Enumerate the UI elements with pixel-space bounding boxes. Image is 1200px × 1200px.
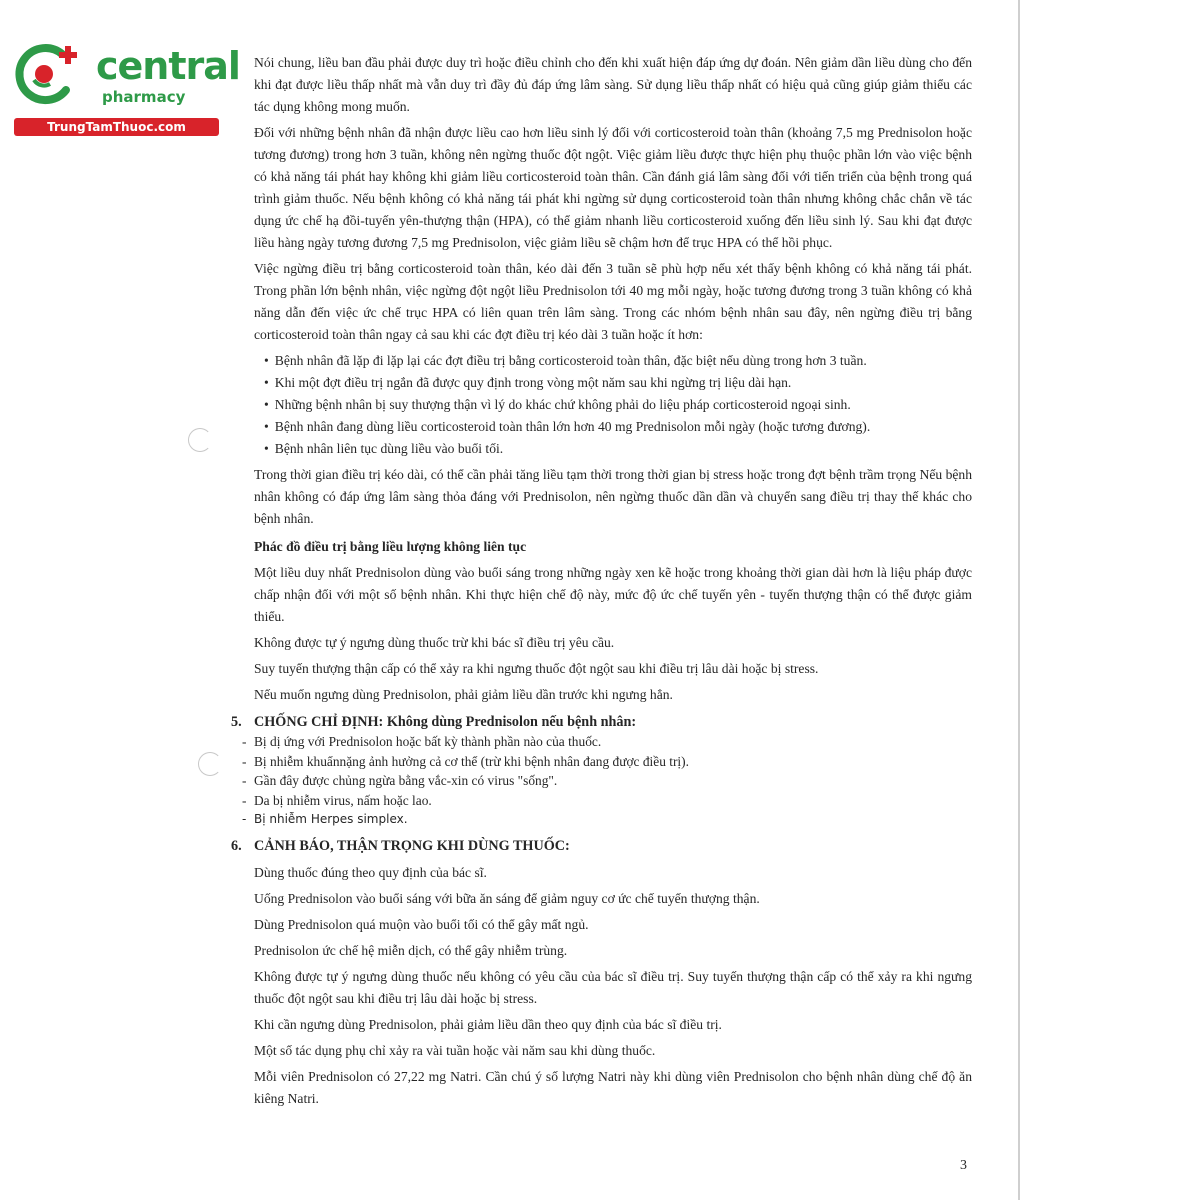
section-number: 6. <box>231 837 242 854</box>
paragraph: Trong thời gian điều trị kéo dài, có thể cần phải tăng liều tạm thời trong thời gian bị stress hoặc trong đợt bệnh trầm trọng Nếu bệnh nhân không có đáp ứng lâm sàng thỏa đáng với Prednisolon, nên ngừng thuốc dần dần và chuyển sang điều trị thay thế khác cho bệnh nhân. <box>254 467 972 526</box>
paragraph: Không được tự ý ngưng dùng thuốc nếu không có yêu cầu của bác sĩ điều trị. Suy tuyến thượng thận cấp có thể xảy ra khi ngưng thuốc đột ngột sau khi điều trị lâu dài hoặc bị stress. <box>254 968 972 1006</box>
logo-mark-icon <box>10 40 90 110</box>
paragraph: Việc ngừng điều trị bằng corticosteroid toàn thân, kéo dài đến 3 tuần sẽ phù hợp nếu xét thấy bệnh không có khả năng tái phát. Trong phần lớn bệnh nhân, việc ngừng đột ngột liều Prednisolon tới 40 mg mỗi ngày, hoặc tương đương trong 3 tuần không có khả năng dẫn đến việc ức chế trục HPA có liên quan trên lâm sàng. Trong các nhóm bệnh nhân sau đây, nên ngừng điều trị bằng corticosteroid toàn thân ngay cả sau khi các đợt điều trị kéo dài 3 tuần hoặc ít hơn: <box>254 261 972 342</box>
list-item: • Những bệnh nhân bị suy thượng thận vì lý do khác chứ không phải do liệu pháp corticosteroid ngoại sinh. <box>264 394 972 416</box>
paragraph: Một liều duy nhất Prednisolon dùng vào buổi sáng trong những ngày xen kẽ hoặc trong khoảng thời gian dài hơn là liệu pháp được chấp nhận đối với một số bệnh nhân. Khi thực hiện chế độ này, mức độ ức chế tuyến yên - tuyến thượng thận có thể được giảm thiểu. <box>254 565 972 624</box>
paragraph: Dùng thuốc đúng theo quy định của bác sĩ. <box>254 864 487 880</box>
list-item: - Bị nhiễm khuẩnnặng ảnh hưởng cả cơ thể (trừ khi bệnh nhân đang được điều trị). <box>254 752 972 772</box>
section-heading-contraindications <box>231 712 972 732</box>
section-heading-warnings <box>231 836 972 856</box>
page-edge <box>1018 0 1020 1200</box>
paragraph: Đối với những bệnh nhân đã nhận được liều cao hơn liều sinh lý đối với corticosteroid toàn thân (khoảng 7,5 mg Prednisolon hoặc tương đương) trong hơn 3 tuần, không nên ngừng thuốc đột ngột. Việc giảm liều được thực hiện phụ thuộc phần lớn vào việc bệnh có khả năng tái phát hay không khi giảm liều corticosteroid toàn thân. Cần đánh giá lâm sàng đối với tiến triển của bệnh trong quá trình giảm thuốc. Nếu bệnh không có khả năng tái phát khi ngừng sử dụng corticosteroid toàn thân nhưng không chắc chắn về tác dụng ức chế hạ đồi-tuyến yên-thượng thận (HPA), có thể giảm nhanh liều corticosteroid xuống đến liều sinh lý. Sau khi đạt được liều hàng ngày tương đương 7,5 mg Prednisolon, việc giảm liều sẽ chậm hơn để trục HPA có thể hồi phục. <box>254 125 972 250</box>
list-item: • Khi một đợt điều trị ngắn đã được quy định trong vòng một năm sau khi ngừng trị liệu dài hạn. <box>264 372 972 394</box>
paragraph: Nếu muốn ngưng dùng Prednisolon, phải giảm liều dần trước khi ngưng hẳn. <box>254 687 673 702</box>
paragraph: Một số tác dụng phụ chỉ xảy ra vài tuần hoặc vài năm sau khi dùng thuốc. <box>254 1042 656 1058</box>
paragraph: Mỗi viên Prednisolon có 27,22 mg Natri. Cần chú ý số lượng Natri này khi dùng viên Prednisolon cho bệnh nhân dùng chế độ ăn kiêng Natri. <box>254 1068 972 1106</box>
section-title: CHỐNG CHỈ ĐỊNH: Không dùng Prednisolon nếu bệnh nhân: <box>254 714 637 730</box>
paragraph: Nói chung, liều ban đầu phải được duy trì hoặc điều chỉnh cho đến khi xuất hiện đáp ứng dự đoán. Nên giảm dần liều dùng cho đến khi đạt được liều thấp nhất mà vẫn duy trì đầy đủ đáp ứng lâm sàng. Sử dụng liều thấp nhất có hiệu quả cũng giúp giảm thiểu các tác dụng không mong muốn. <box>254 55 972 114</box>
paragraph: Prednisolon ức chế hệ miễn dịch, có thể gây nhiễm trùng. <box>254 942 568 958</box>
list-item: • Bệnh nhân đã lặp đi lặp lại các đợt điều trị bằng corticosteroid toàn thân, đặc biệt nếu dùng trong hơn 3 tuần. <box>264 350 972 372</box>
paragraph: Không được tự ý ngưng dùng thuốc trừ khi bác sĩ điều trị yêu cầu. <box>254 635 615 650</box>
paragraph: Dùng Prednisolon quá muộn vào buổi tối có thể gây mất ngủ. <box>254 916 589 932</box>
list-item: - Bị nhiễm Herpes simplex. <box>254 810 972 830</box>
pharmacy-logo[interactable] <box>10 38 240 138</box>
section-title: CẢNH BÁO, THẬN TRỌNG KHI DÙNG THUỐC: <box>254 837 570 854</box>
scan-artifact-icon <box>188 428 212 452</box>
paragraph: Uống Prednisolon vào buổi sáng với bữa ăn sáng để giảm nguy cơ ức chế tuyến thượng thận. <box>254 890 760 906</box>
list-item: - Bị dị ứng với Prednisolon hoặc bất kỳ thành phần nào của thuốc. <box>254 732 972 752</box>
document-body <box>231 52 972 1114</box>
scan-artifact-icon <box>198 752 222 776</box>
contraindication-list <box>254 732 972 830</box>
list-item: • Bệnh nhân liên tục dùng liều vào buổi tối. <box>264 438 972 460</box>
list-item: - Gần đây được chủng ngừa bằng vắc-xin có virus "sống". <box>254 771 972 791</box>
subheading: Phác đồ điều trị bằng liều lượng không liên tục <box>254 539 527 554</box>
paragraph: Khi cần ngưng dùng Prednisolon, phải giảm liều dần theo quy định của bác sĩ điều trị. <box>254 1016 722 1032</box>
brand-subtitle: pharmacy <box>102 88 186 106</box>
list-item: • Bệnh nhân đang dùng liều corticosteroid toàn thân lớn hơn 40 mg Prednisolon mỗi ngày (hoặc tương đương). <box>264 416 972 438</box>
list-item: - Da bị nhiễm virus, nấm hoặc lao. <box>254 791 972 811</box>
paragraph: Suy tuyến thượng thận cấp có thể xảy ra khi ngưng thuốc đột ngột sau khi điều trị lâu dài hoặc bị stress. <box>254 661 819 676</box>
withdrawal-group-list <box>254 350 972 460</box>
section-number: 5. <box>231 714 242 730</box>
page-number: 3 <box>960 1158 967 1173</box>
brand-url[interactable]: TrungTamThuoc.com <box>14 118 219 136</box>
brand-name: central <box>96 44 240 88</box>
